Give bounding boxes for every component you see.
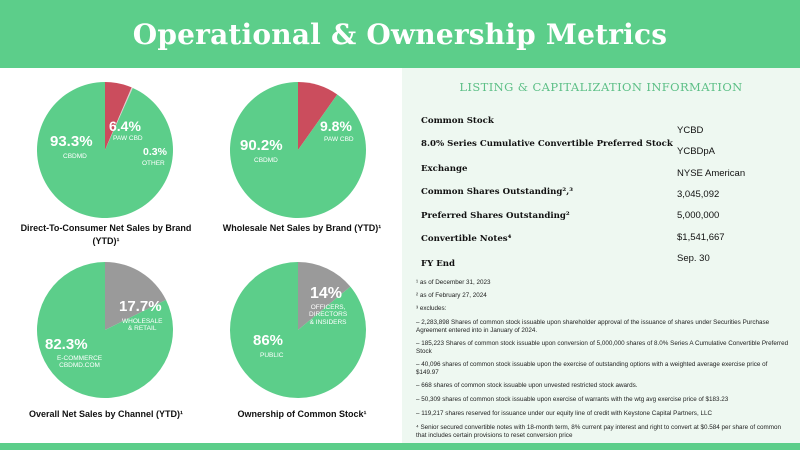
- slice-label-sub: PAW CBD: [113, 135, 143, 142]
- slice-label-pct: 9.8%: [320, 118, 352, 134]
- pie-caption: Overall Net Sales by Channel (YTD)¹: [28, 409, 184, 419]
- footnote: – 2,283,898 Shares of common stock issuable upon shareholder approval of the issuance of shares under Securities Purchase Agreement entered into in January of 2024.: [416, 319, 770, 335]
- header-bar: [0, 0, 800, 68]
- slice-label-sub: OTHER: [142, 160, 165, 167]
- value-common-shares-outstanding: 3,045,092: [677, 189, 720, 200]
- footnote: – 50,309 shares of common stock issuable upon exercise of warrants with the wtg avg exercise price of $183.23: [416, 396, 729, 403]
- footnote: – 668 shares of common stock issuable upon unvested restricted stock awards.: [416, 382, 638, 389]
- pie-chart-sales-by-channel: [35, 260, 175, 400]
- label-common-stock: Common Stock: [421, 116, 494, 126]
- pie-svg: [228, 260, 368, 400]
- footnote: – 185,223 Shares of common stock issuable upon conversion of 5,000,000 shares of 8.0% Series A Cumulative Convertible Preferred Stock: [416, 340, 789, 356]
- label-exchange: Exchange: [421, 164, 468, 174]
- slice-label-pct: 17.7%: [119, 298, 162, 315]
- slice-label-pct: 86%: [253, 332, 284, 349]
- slice-label-pct: 6.4%: [109, 118, 141, 134]
- slice-label-sub: WHOLESALE & RETAIL: [122, 318, 163, 333]
- page-title: Operational & Ownership Metrics: [132, 17, 668, 51]
- pie-caption: Wholesale Net Sales by Brand (YTD)¹: [222, 223, 382, 233]
- pie-chart-common-stock-ownership: [228, 260, 368, 400]
- panel-title: LISTING & CAPITALIZATION INFORMATION: [459, 80, 743, 94]
- value-exchange: NYSE American: [677, 168, 746, 179]
- footnote: ¹ as of December 31, 2023: [416, 279, 491, 286]
- slice-label-pct: 0.3%: [143, 146, 167, 158]
- value-preferred-shares-outstanding: 5,000,000: [677, 210, 720, 221]
- pie-caption: Direct-To-Consumer Net Sales by Brand (YTD)¹: [20, 223, 192, 247]
- value-preferred-stock: YCBDpA: [677, 146, 716, 157]
- value-convertible-notes: $1,541,667: [677, 232, 725, 243]
- slice-label-pct: 82.3%: [45, 336, 88, 353]
- footnote: ³ excludes:: [416, 305, 447, 312]
- pie-chart-wholesale-by-brand: [228, 80, 368, 220]
- slice-label-sub: OFFICERS, DIRECTORS & INSIDERS: [309, 304, 348, 326]
- slice-label-sub: CBDMD: [254, 157, 278, 164]
- value-common-stock: YCBD: [677, 125, 704, 136]
- footnote: ² as of February 27, 2024: [416, 292, 487, 299]
- footer-bar: [0, 443, 800, 450]
- slice-label-sub: E-COMMERCE CBDMD.COM: [57, 355, 103, 370]
- slice-label-sub: PAW CBD: [324, 136, 354, 143]
- label-fy-end: FY End: [421, 259, 456, 269]
- pie-chart-dtc-by-brand: [35, 80, 175, 220]
- slice-label-sub: CBDMD: [63, 153, 87, 160]
- label-preferred-shares-outstanding: Preferred Shares Outstanding²: [421, 211, 570, 221]
- footnote: – 119,217 shares reserved for issuance under our equity line of credit with Keystone Capital Partners, LLC: [416, 410, 712, 417]
- label-convertible-notes: Convertible Notes⁴: [421, 234, 512, 244]
- label-common-shares-outstanding: Common Shares Outstanding²,³: [421, 187, 573, 197]
- slice-label-pct: 14%: [310, 285, 343, 302]
- slice-label-pct: 93.3%: [50, 133, 93, 150]
- value-fy-end: Sep. 30: [677, 253, 710, 264]
- footnote: – 40,096 shares of common stock issuable upon the exercise of outstanding options with a weighted average exercise price of $149.97: [416, 361, 768, 377]
- footnote: ⁴ Senior secured convertible notes with 18-month term, 8% current pay interest and right to convert at $0.584 per share of common that includes certain provisions to reset conversion price: [416, 424, 781, 440]
- slice-label-pct: 90.2%: [240, 137, 283, 154]
- label-preferred-stock: 8.0% Series Cumulative Convertible Preferred Stock: [421, 139, 673, 149]
- slice-label-sub: PUBLIC: [260, 352, 284, 359]
- pie-caption: Ownership of Common Stock¹: [237, 409, 367, 419]
